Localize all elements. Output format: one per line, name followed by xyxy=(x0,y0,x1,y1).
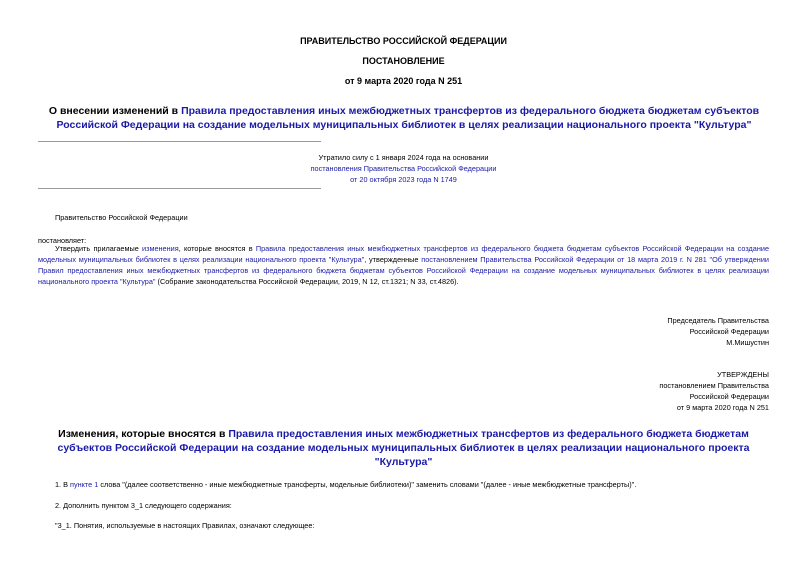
item-3: "3_1. Понятия, используемые в настоящих Правилах, означают следующее: xyxy=(55,521,315,530)
document-title xyxy=(28,104,780,132)
clause-1-link[interactable]: пункте 1 xyxy=(70,480,99,489)
item-1-text-b: слова "(далее соответственно - иные межбюджетные трансферты, модельные библиотеки)" заменить словами "(далее - иные межбюджетные трансферты)". xyxy=(98,480,637,489)
divider-top xyxy=(38,141,321,142)
main-text-4: (Собрание законодательства Российской Федерации, 2019, N 12, ст.1321; N 33, ст.4826). xyxy=(155,277,459,286)
repeal-date-link[interactable]: от 20 октября 2023 года N 1749 xyxy=(350,175,457,184)
government-heading: ПРАВИТЕЛЬСТВО РОССИЙСКОЙ ФЕДЕРАЦИИ xyxy=(300,36,507,46)
signature-line: Российской Федерации xyxy=(689,327,769,336)
status-note-line: Утратило силу с 1 января 2024 года на основании xyxy=(318,153,489,162)
divider-bottom xyxy=(38,188,321,189)
changes-title xyxy=(50,427,757,469)
title-rules-link[interactable]: Правила предоставления иных межбюджетных трансфертов из федерального бюджета бюджетам субъектов Российской Федерации на создание модельных муниципальных библиотек в целях реализации национального проекта "Культура" xyxy=(56,105,760,131)
item-1-text-a: 1. В xyxy=(55,480,71,489)
resolution-281-link[interactable]: постановлением Правительства Российской Федерации от 18 марта 2019 г. N 281 "Об утверждении Правил предоставления иных межбюджетных трансфертов из федерального бюджета бюджетам субъектов Российской Федерации на создание модельных муниципальных библиотек в целях реализации национального проекта "Культура" xyxy=(38,255,769,286)
main-text-3: , утвержденные xyxy=(364,255,422,264)
item-1 xyxy=(55,479,775,490)
resolves-text: постановляет: xyxy=(38,236,87,245)
changes-link[interactable]: изменения xyxy=(142,244,179,253)
issuer-text: Правительство Российской Федерации xyxy=(55,213,188,222)
signature-name: М.Мишустин xyxy=(726,338,769,347)
signature-line: Председатель Правительства xyxy=(667,316,769,325)
document-type: ПОСТАНОВЛЕНИЕ xyxy=(362,56,445,66)
main-text-1: Утвердить прилагаемые xyxy=(55,244,143,253)
title-prefix: О внесении изменений в xyxy=(48,105,182,117)
document-date: от 9 марта 2020 года N 251 xyxy=(344,76,463,86)
main-paragraph xyxy=(38,243,769,287)
main-text-2: , которые вносятся в xyxy=(178,244,256,253)
signature-block xyxy=(667,315,769,348)
approval-line: от 9 марта 2020 года N 251 xyxy=(676,403,769,412)
item-2: 2. Дополнить пунктом 3_1 следующего содержания: xyxy=(55,501,232,510)
changes-title-rules-link[interactable]: Правила предоставления иных межбюджетных трансфертов из федерального бюджета бюджетам субъектов Российской Федерации на создание модельных муниципальных библиотек в целях реализации национального проекта "Культура" xyxy=(57,428,750,468)
changes-title-prefix: Изменения, которые вносятся в xyxy=(58,428,229,440)
approval-line: Российской Федерации xyxy=(689,392,769,401)
approval-line: УТВЕРЖДЕНЫ xyxy=(717,370,769,379)
approval-block xyxy=(659,369,769,413)
status-note xyxy=(0,152,807,185)
approval-line: постановлением Правительства xyxy=(659,381,769,390)
rules-link[interactable]: Правила предоставления иных межбюджетных трансфертов из федерального бюджета бюджетам субъектов Российской Федерации на создание модельных муниципальных библиотек в целях реализации национального проекта "Культура" xyxy=(38,244,769,264)
repeal-resolution-link[interactable]: постановления Правительства Российской Федерации xyxy=(310,164,497,173)
